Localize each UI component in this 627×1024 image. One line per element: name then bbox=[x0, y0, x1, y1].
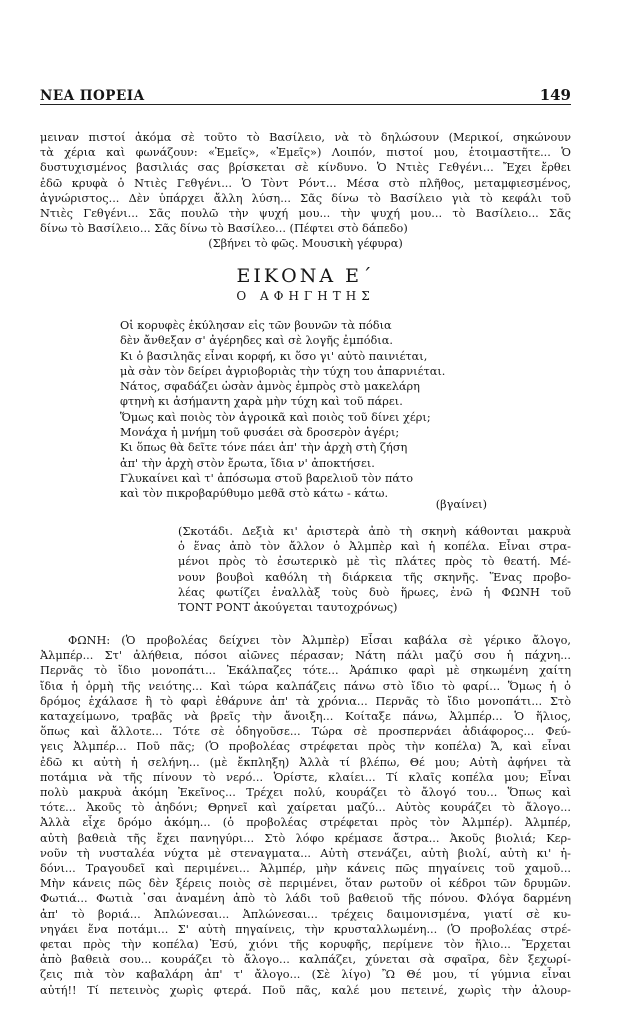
scene-title: ΕΙΚΟΝΑ Ε΄ bbox=[236, 265, 375, 287]
text-line: δυστυχισμένος βασιλιάς σας βρίσκεται σὲ κίνδυνο. Ὁ Ντιὲς Γεθγένι... Ἔχει ἔρθει bbox=[40, 161, 571, 175]
monologue-line: Φωτιά... Φωτιὰ ᾽σαι ἀναμένη ἀπὸ τὸ λάδι τοῦ βαθειοῦ τῆς πόνου. Φλόγα δαρμένη bbox=[40, 892, 571, 906]
poem-line: Κι ὁ βασιληᾶς εἶναι κορφή, κι ὅσο γι' αὐτὸ παινιέται, bbox=[120, 349, 428, 363]
monologue-line: πολὺ μακρυὰ ἀκόμη Ἐκεῖνος... Τρέχει πολύ, κουράζει τὸ ἄλογό του... Ὅπως καὶ bbox=[40, 786, 571, 800]
poem-block bbox=[120, 318, 540, 502]
monologue-line: ποτάμια νὰ τῆς πίνουν τὸ νερό... Ὁρίστε, κλαίει... Τί κλαῖς κοπέλα μου; Εἶναι bbox=[40, 770, 571, 784]
monologue-line: νοῦν τὴ νυσταλέα νύχτα μὲ στεναγματα... Αὐτὴ στενάζει, αὐτὴ βιολί, αὐτὴ κι' ἠ- bbox=[40, 846, 571, 860]
monologue-line: ἐδῶ κι αὐτὴ ἡ σελήνη... (μὲ ἔκπληξη) Ἀλλὰ τί βλέπω, Θέ μου; Αὐτὴ ἀφήνει τὰ bbox=[40, 755, 571, 769]
monologue-line: Περνᾶς τὸ ἴδιο μονοπάτι... Ἐκάλπαζες τότε... Ἀράπικο φαρὶ μὲ σηκωμένη χαίτη bbox=[40, 664, 571, 678]
text-line: τὰ χέρια καὶ φωνάζουν: «Ἐμεῖς», «Ἐμεῖς») Λοιπόν, πιστοί μου, ἑτοιμαστῆτε... Ὁ bbox=[40, 146, 571, 160]
text-line: Ντιὲς Γεθγένι... Σᾶς πουλῶ τὴν ψυχή μου... τὴν ψυχή μου... τὸ Βασίλειο... Σᾶς bbox=[40, 207, 571, 221]
monologue-line: δρόμος ἐχάλασε ἢ τὸ φαρὶ ἐθάρυνε ἀπ' τὰ χρόνια... Περνᾶς τὸ ἴδιο μονοπάτι... Στὸ bbox=[40, 694, 571, 708]
monologue-line: Ἀλμπέρ... Στ' ἀλήθεια, πόσοι αἰῶνες πέρασαν; Νάτη πάλι μαζύ σου ἡ πάχνη... bbox=[40, 649, 571, 663]
poem-line: Ὅμως καὶ ποιὸς τὸν ἀγροικᾶ καὶ ποιὸς τοῦ δίνει χέρι; bbox=[120, 410, 431, 424]
exit-direction: (βγαίνει) bbox=[435, 498, 487, 511]
monologue-line: φεται πρὸς τὴν κοπέλα) Ἐσύ, χιόνι τῆς κορυφῆς, περίμενε τὸν ἥλιο... Ἔρχεται bbox=[40, 938, 571, 952]
stage-line: νουν βουβοὶ καθόλη τὴ διάρκεια τῆς σκηνῆς. Ἕνας προβο- bbox=[178, 570, 571, 584]
monologue-line: δόνι... Τραγουδεῖ καὶ περιμένει... Ἀλμπέρ, μὴν κάνεις πῶς πηγαίνεις τοῦ χαμοῦ... bbox=[40, 862, 571, 876]
poem-line: Οἱ κορυφὲς ἐκύλησαν εἰς τῶν βουνῶν τὰ πόδια bbox=[120, 319, 392, 332]
monologue-line: Μὴν κάνεις πῶς δὲν ξέρεις ποιὸς σὲ περιμένει, ὅταν ρωτοῦν οἱ κέδροι τῶν δρυμῶν. bbox=[40, 877, 571, 891]
poem-line: δὲν ἄνθεξαν σ' ἀγέρηδες καὶ σὲ λογῆς ἐμπόδια. bbox=[120, 334, 393, 348]
monologue-line: ΦΩΝΗ: (Ὁ προβολέας δείχνει τὸν Ἀλμπὲρ) Εἶσαι καβάλα σὲ γέρικο ἄλογο, bbox=[68, 634, 571, 647]
monologue-line: ἀπ' τὸ βοριά... Ἀπλώνεσαι... Ἀπλώνεσαι... τρέχεις δαιμονισμένα, γιατί σὲ κυ- bbox=[40, 907, 571, 921]
monologue-line: Ἀλλὰ εἶχε δρόμο ἀκόμη... (ὁ προβολέας στρέφεται πρὸς τὸν Ἀλμπέρ). Ἀλμπέρ, bbox=[40, 816, 571, 830]
monologue-line: αὐτή!! Τί πετεινὸς χωρὶς φτερά. Ποῦ πᾶς, καλέ μου πετεινέ, χωρὶς τὴν ἀλουρ- bbox=[40, 983, 571, 997]
monologue-line: τότε... Ἀκοῦς τὸ ἀηδόνι; Θρηνεῖ καὶ χαίρεται μαζύ... Αὐτὸς κουράζει τὸ ἄλογο... bbox=[40, 801, 571, 815]
poem-line: Μονάχα ἡ μνήμη τοῦ φυσάει σὰ δροσερὸν ἀγέρι; bbox=[120, 426, 400, 440]
monologue-block bbox=[40, 633, 571, 998]
stage-line: (Σκοτάδι. Δεξιὰ κι' ἀριστερὰ ἀπὸ τὴ σκηνὴ κάθονται μακρυὰ bbox=[178, 525, 571, 538]
monologue-line: γεις Ἀλμπέρ... Ποῦ πᾶς; (Ὁ προβολέας στρέφεται πρὸς τὴν κοπέλα) Ἄ, καὶ εἶναι bbox=[40, 740, 571, 754]
monologue-line: καταχείμωνο, τραβᾶς νὰ βρεῖς τὴν ἄνοιξη... Κοίταξε πάνω, Ἀλμπέρ... Ὁ ἥλιος, bbox=[40, 710, 571, 724]
poem-line: Γλυκαίνει καὶ τ' ἀπόσωμα στοῦ βαρελιοῦ τὸν πάτο bbox=[120, 471, 414, 485]
monologue-line: νηγάει ἕνα ποτάμι... Σ' αὐτὴ πηγαίνεις, τὴν κρυσταλλωμένη... (Ὁ προβολέας στρέ- bbox=[40, 922, 571, 936]
stage-line: ΤΟΝΤ ΡΟΝΤ ἀκούγεται ταυτοχρόνως) bbox=[178, 601, 398, 615]
scene-subtitle: Ο ΑΦΗΓΗΤΗΣ bbox=[236, 289, 375, 303]
text-line: μειναν πιστοί ἀκόμα σὲ τοῦτο τὸ Βασίλειο, νὰ τὸ δηλώσουν (Μερικοί, σηκώνουν bbox=[40, 131, 571, 144]
monologue-line: ζεις πιὰ τὸν καβαλάρη ἀπ' τ' ἄλογο... (Σὲ λίγο) Ὢ Θέ μου, τί γύμνια εἶναι bbox=[40, 968, 571, 982]
poem-line: μὰ σὰν τὸν δείρει ἀγριοβοριὰς τὴν τύχη του ἀπαρνιέται. bbox=[120, 364, 446, 378]
text-line: δίνω τὸ Βασίλειο... Σᾶς δίνω τὸ Βασίλεο... (Πέφτει στὸ δάπεδο) bbox=[40, 222, 408, 236]
poem-line: Κι ὅπως θὰ δεῖτε τόνε πάει ἀπ' τὴν ἀρχὴ στὴ ζήση bbox=[120, 441, 408, 455]
monologue-line: ὅπως καὶ ἄλλοτε... Τότε σὲ ὁδηγοῦσε... Τώρα σὲ προσπερνάει ἀδιάφορος... Φεύ- bbox=[40, 725, 571, 739]
stage-direction-block bbox=[178, 524, 571, 615]
poem-line: ἀπ' τὴν ἀρχὴ στὸν ἔρωτα, ἴδια ν' ἀποκτήσει. bbox=[120, 456, 375, 470]
poem-line: Νάτος, σφαδάζει ὡσὰν ἀμνὸς ἐμπρὸς στὸ μακελάρη bbox=[120, 380, 420, 394]
intro-text-block bbox=[40, 130, 571, 252]
poem-line: καὶ τὸν πικροβαρύθυμο μεθᾶ στὸ κάτω - κάτω. bbox=[120, 487, 389, 501]
page-number: 149 bbox=[539, 86, 571, 104]
monologue-line: ἴδια ἡ ὁρμὴ τῆς νειότης... Καὶ τώρα καλπάζεις πάνω στὸ ἴδιο τὸ φαρί... Ὅμως ἡ ὁ bbox=[40, 679, 571, 693]
monologue-line: ἀπὸ βαθειὰ σου... κουράζει τὸ ἄλογο... καλπάζει, χύνεται σὰ σφαῖρα, δὲν ξεχωρί- bbox=[40, 953, 571, 967]
stage-line: μένοι πρὸς τὸ ἐσωτερικὸ μὲ τὶς πλάτες πρὸς τὸ θεατή. Μέ- bbox=[178, 555, 571, 569]
monologue-line: αὐτὴ βαθειὰ τῆς ἔχει πανηγύρι... Στὸ λόφο κρέμασε ἄστρα... Ἀκοῦς βιολιά; Κερ- bbox=[40, 831, 571, 845]
text-line: ἀγνώριστος... Δὲν ὑπάρχει ἄλλη λύση... Σᾶς δίνω τὸ Βασίλειο γιὰ τὸ κεφάλι τοῦ bbox=[40, 191, 571, 205]
running-header bbox=[40, 82, 571, 105]
stage-line: ὁ ἕνας ἀπὸ τὸν ἄλλον ὁ Ἀλμπὲρ καὶ ἡ κοπέλα. Εἶναι στρα- bbox=[178, 540, 571, 554]
stage-note: (Σβήνει τὸ φῶς. Μουσικὴ γέφυρα) bbox=[208, 237, 403, 251]
journal-title: ΝΕΑ ΠΟΡΕΙΑ bbox=[40, 88, 145, 104]
poem-line: φτηνὴ κι ἀσήμαντη χαρὰ μὴν τύχη καὶ τοῦ πάρει. bbox=[120, 395, 403, 409]
stage-line: λέας φωτίζει ἐναλλὰξ τοὺς δυὸ ἥρωες, ἐνῶ ἡ ΦΩΝΗ τοῦ bbox=[178, 585, 571, 599]
text-line: ἐδῶ κρυφὰ ὁ Ντιὲς Γεθγένι... Ὁ Τὸντ Ρόντ... Μέσα στὸ πλῆθος, μεταμφιεσμένος, bbox=[40, 176, 571, 190]
